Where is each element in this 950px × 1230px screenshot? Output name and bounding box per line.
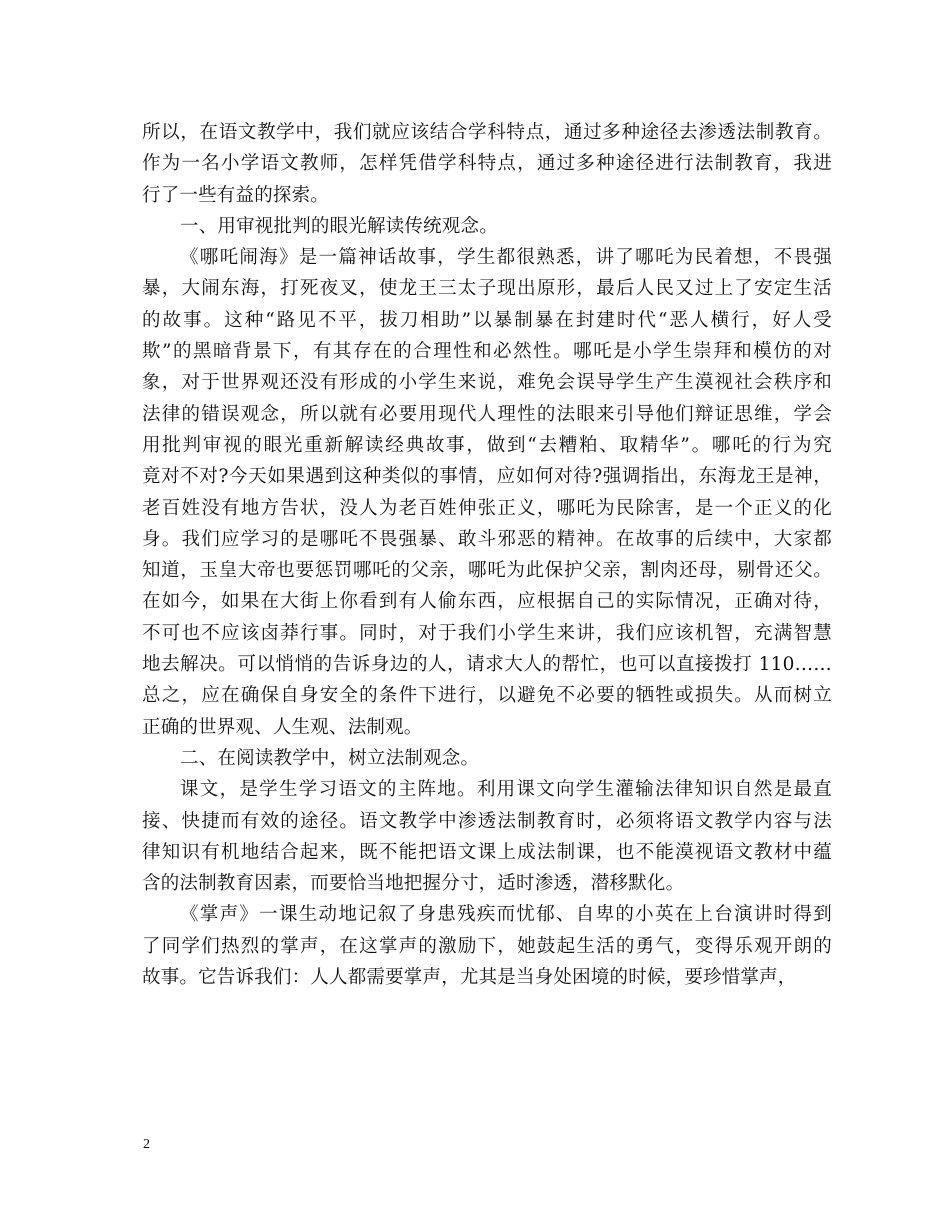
text-line: 《哪吒闹海》是一篇神话故事，学生都很熟悉，讲了哪吒为民着想，不畏强: [180, 247, 832, 269]
text-line: 在如今，如果在大街上你看到有人偷东西，应根据自己的实际情况，正确对待，: [142, 591, 832, 613]
text-line: 身。我们应学习的是哪吒不畏强暴、敢斗邪恶的精神。在故事的后续中，大家都: [142, 528, 832, 550]
text-line: 暴，大闹东海，打死夜叉，使龙王三太子现出原形，最后人民又过上了安定生活: [142, 278, 832, 300]
text-line: 接、快捷而有效的途径。语文教学中渗透法制教育时，必须将语文教学内容与法: [142, 810, 832, 832]
text-line: 竟对不对?今天如果遇到这种类似的事情，应如何对待?强调指出，东海龙王是神，: [142, 466, 832, 488]
text-line: 正确的世界观、人生观、法制观。: [142, 716, 423, 738]
text-line: 用批判审视的眼光重新解读经典故事，做到“去糟粕、取精华”。哪吒的行为究: [142, 434, 832, 456]
text-line: 行了一些有益的探索。: [142, 184, 330, 206]
text-line: 欺”的黑暗背景下，有其存在的合理性和必然性。哪吒是小学生崇拜和模仿的对: [142, 341, 832, 363]
text-line: 了同学们热烈的掌声，在这掌声的激励下，她鼓起生活的勇气，变得乐观开朗的: [142, 935, 832, 957]
text-line: 总之，应在确保自身安全的条件下进行，以避免不必要的牺牲或损失。从而树立: [142, 685, 832, 707]
text-line: 不可也不应该卤莽行事。同时，对于我们小学生来讲，我们应该机智，充满智慧: [142, 622, 832, 644]
text-line: 《掌声》一课生动地记叙了身患残疾而忧郁、自卑的小英在上台演讲时得到: [180, 904, 832, 926]
text-line: 象，对于世界观还没有形成的小学生来说，难免会误导学生产生漠视社会秩序和: [142, 372, 832, 394]
text-line: 的故事。这种“路见不平，拔刀相助”以暴制暴在封建时代“恶人横行，好人受: [142, 309, 832, 331]
text-line: 故事。它告诉我们：人人都需要掌声，尤其是当身处困境的时候，要珍惜掌声，: [142, 967, 797, 989]
document-body: [142, 117, 832, 993]
text-line: 地去解决。可以悄悄的告诉身边的人，请求大人的帮忙，也可以直接拨打 110……: [142, 654, 832, 676]
text-line: 律知识有机地结合起来，既不能把语文课上成法制课，也不能漠视语文教材中蕴: [142, 841, 832, 863]
text-line: 作为一名小学语文教师，怎样凭借学科特点，通过多种途径进行法制教育，我进: [142, 153, 832, 175]
text-line: 老百姓没有地方告状，没人为老百姓伸张正义，哪吒为民除害，是一个正义的化: [142, 497, 832, 519]
page-number: 2: [143, 1137, 150, 1152]
text-line: 课文，是学生学习语文的主阵地。利用课文向学生灌输法律知识自然是最直: [180, 779, 832, 801]
text-line: 二、在阅读教学中，树立法制观念。: [180, 747, 480, 769]
text-line: 法律的错误观念，所以就有必要用现代人理性的法眼来引导他们辩证思维，学会: [142, 403, 832, 425]
text-line: 知道，玉皇大帝也要惩罚哪吒的父亲，哪吒为此保护父亲，割肉还母，剔骨还父。: [142, 560, 832, 582]
text-line: 含的法制教育因素，而要恰当地把握分寸，适时渗透，潜移默化。: [142, 873, 685, 895]
text-line: 一、用审视批判的眼光解读传统观念。: [180, 215, 498, 237]
text-line: 所以，在语文教学中，我们就应该结合学科特点，通过多种途径去渗透法制教育。: [142, 122, 832, 143]
